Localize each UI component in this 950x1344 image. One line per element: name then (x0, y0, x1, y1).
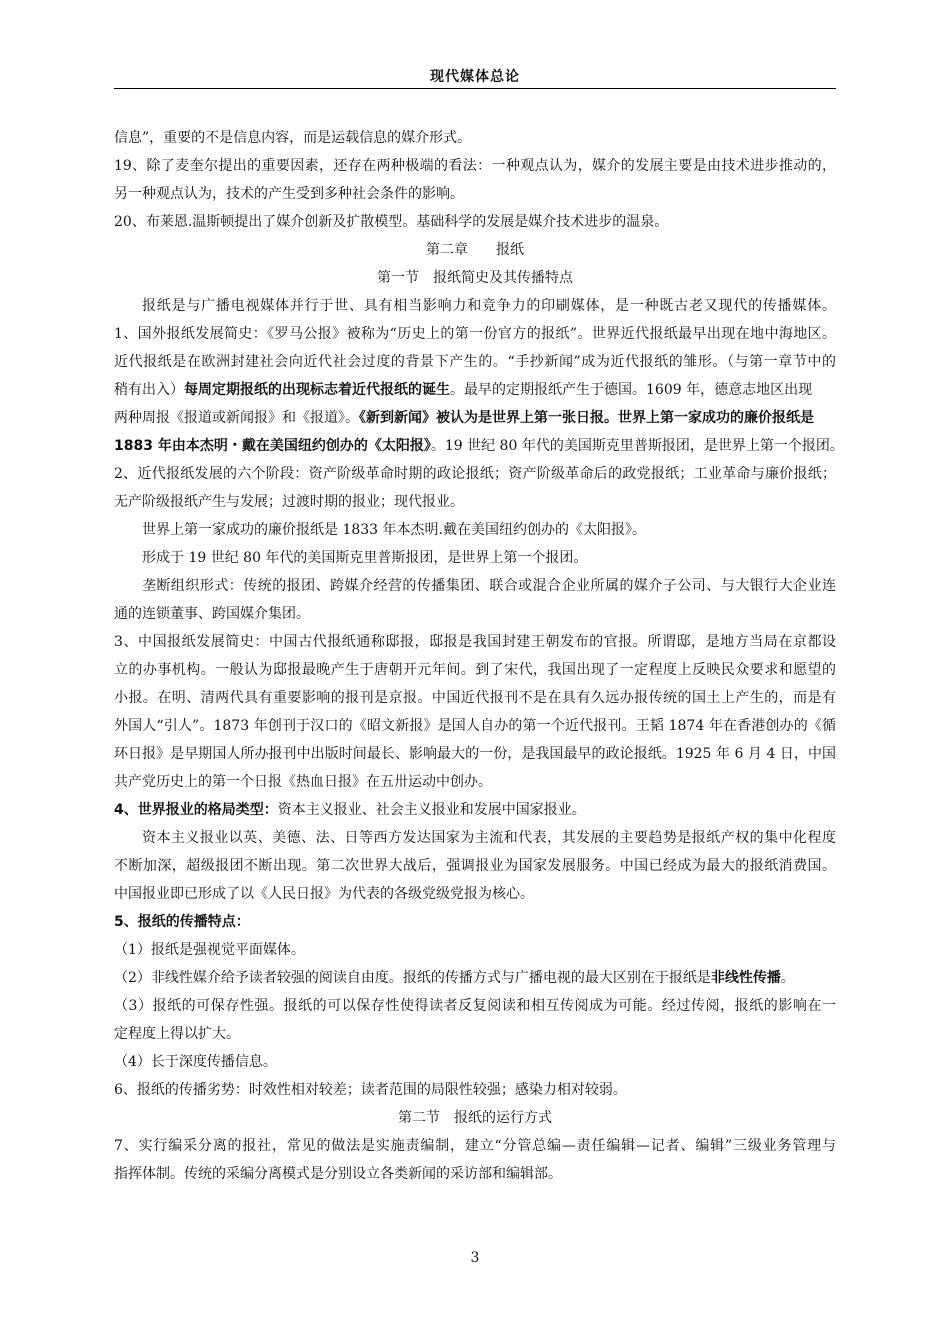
text-line: 不断加深，超级报团不断出现。第二次世界大战后，强调报业为国家发展服务。中国已经成为最大的报纸消费国。 (114, 858, 836, 874)
text-line: 共产党历史上的第一个日报《热血日报》在五卅运动中创办。 (114, 774, 492, 790)
running-header: 现代媒体总论 (430, 69, 520, 85)
text-line (114, 796, 836, 824)
text-line: （4）长于深度传播信息。 (114, 1054, 277, 1070)
text-line: 定程度上得以扩大。 (114, 1026, 240, 1042)
text-line: 无产阶级报纸产生与发展；过渡时期的报业；现代报业。 (114, 494, 464, 510)
text-line: 世界上第一家成功的廉价报纸是 1833 年本杰明.戴在美国纽约创办的《太阳报》。 (142, 522, 646, 538)
text-line: 资本主义报业以英、美德、法、日等西方发达国家为主流和代表，其发展的主要趋势是报纸产权的集中化程度 (142, 830, 836, 846)
page-number: 3 (470, 1250, 480, 1266)
text-span: 。 (780, 970, 795, 986)
text-line (114, 376, 836, 404)
text-line: 中国报业即已形成了以《人民日报》为代表的各级党级党报为核心。 (114, 886, 534, 902)
text-span: （2）非线性媒介给予读者较强的阅读自由度。报纸的传播方式与广播电视的最大区别在于报纸是 (114, 970, 711, 986)
text-line (114, 964, 836, 992)
page-body (114, 124, 844, 1188)
text-line: 外国人“引人”。1873 年创刊于汉口的《昭文新报》是国人自办的第一个近代报刊。王韬 1874 年在香港创办的《循 (114, 718, 836, 734)
text-line: 近代报纸是在欧洲封建社会向近代社会过度的背景下产生的。“手抄新闻”成为近代报纸的雏形。（与第一章节中的 (114, 354, 836, 370)
text-line: 环日报》是早期国人所办报刊中出版时间最长、影响最大的一份，是我国最早的政论报纸。1925 年 6 月 4 日，中国 (114, 746, 836, 762)
bold-text: 1883 年由本杰明・戴在美国纽约创办的《太阳报》 (114, 438, 431, 454)
text-line: 19、除了麦奎尔提出的重要因素，还存在两种极端的看法：一种观点认为，媒介的发展主要是由技术进步推动的， (114, 158, 836, 174)
text-line: 另一种观点认为，技术的产生受到多种社会条件的影响。 (114, 186, 464, 202)
bold-text: 非线性传播 (710, 970, 781, 986)
bold-heading: 5、报纸的传播特点： (114, 914, 250, 930)
text-line: 小报。在明、清两代具有重要影响的报刊是京报。中国近代报刊不是在具有久远办报传统的国土上产生的，而是有 (114, 690, 836, 706)
text-line (114, 432, 844, 460)
text-span: 两种周报《报道或新闻报》和《报道》。 (114, 410, 359, 426)
text-line: 形成于 19 世纪 80 年代的美国斯克里普斯报团，是世界上第一个报团。 (142, 550, 588, 566)
chapter-heading: 第二章 报纸 (426, 242, 524, 258)
bold-text: 4、世界报业的格局类型： (114, 802, 278, 818)
header-rule (114, 88, 836, 89)
bold-text: 每周定期报纸的出现标志着近代报纸的诞生 (184, 382, 450, 398)
bold-text: 《新到新闻》被认为是世界上第一张日报。世界上第一家成功的廉价报纸是 (359, 410, 814, 426)
text-line: 信息”，重要的不是信息内容，而是运载信息的媒介形式。 (114, 130, 472, 146)
section-heading: 第二节 报纸的运行方式 (398, 1110, 552, 1126)
section-heading: 第一节 报纸简史及其传播特点 (377, 270, 573, 286)
text-line: 2、近代报纸发展的六个阶段：资产阶级革命时期的政论报纸；资产阶级革命后的政党报纸；工业革命与廉价报纸； (114, 466, 836, 482)
text-span: 稍有出入） (114, 382, 184, 398)
text-span: 资本主义报业、社会主义报业和发展中国家报业。 (277, 802, 586, 818)
text-span: 。最早的定期报纸产生于德国。1609 年，德意志地区出现 (450, 382, 813, 398)
text-line: 6、报纸的传播劣势：时效性相对较差；读者范围的局限性较强；感染力相对较弱。 (114, 1082, 627, 1098)
text-line: 7、实行编采分离的报社，常见的做法是实施责编制，建立“分管总编—责任编辑—记者、编辑”三级业务管理与 (114, 1138, 836, 1154)
text-line: 3、中国报纸发展简史：中国古代报纸通称邸报，邸报是我国封建王朝发布的官报。所谓邸，是地方当局在京都设 (114, 634, 836, 650)
text-line: 20、布莱恩.温斯顿提出了媒介创新及扩散模型。基础科学的发展是媒介技术进步的温泉。 (114, 214, 669, 230)
text-line: （1）报纸是强视觉平面媒体。 (114, 942, 305, 958)
text-line (114, 404, 836, 432)
text-line: 立的办事机构。一般认为邸报最晚产生于唐朝开元年间。到了宋代，我国出现了一定程度上反映民众要求和愿望的 (114, 662, 836, 678)
text-line: 1、国外报纸发展简史：《罗马公报》被称为“历史上的第一份官方的报纸”。世界近代报纸最早出现在地中海地区。 (114, 326, 836, 342)
text-line: 垄断组织形式：传统的报团、跨媒介经营的传播集团、联合或混合企业所属的媒介子公司、与大银行大企业连 (142, 578, 836, 594)
text-line: （3）报纸的可保存性强。报纸的可以保存性使得读者反复阅读和相互传阅成为可能。经过传阅，报纸的影响在一 (114, 998, 836, 1014)
text-span: 。19 世纪 80 年代的美国斯克里普斯报团，是世界上第一个报团。 (430, 438, 844, 454)
text-line: 指挥体制。传统的采编分离模式是分别设立各类新闻的采访部和编辑部。 (114, 1166, 562, 1182)
text-line: 通的连锁董事、跨国媒介集团。 (114, 606, 310, 622)
text-line: 报纸是与广播电视媒体并行于世、具有相当影响力和竞争力的印刷媒体，是一种既古老又现代的传播媒体。 (142, 298, 836, 314)
